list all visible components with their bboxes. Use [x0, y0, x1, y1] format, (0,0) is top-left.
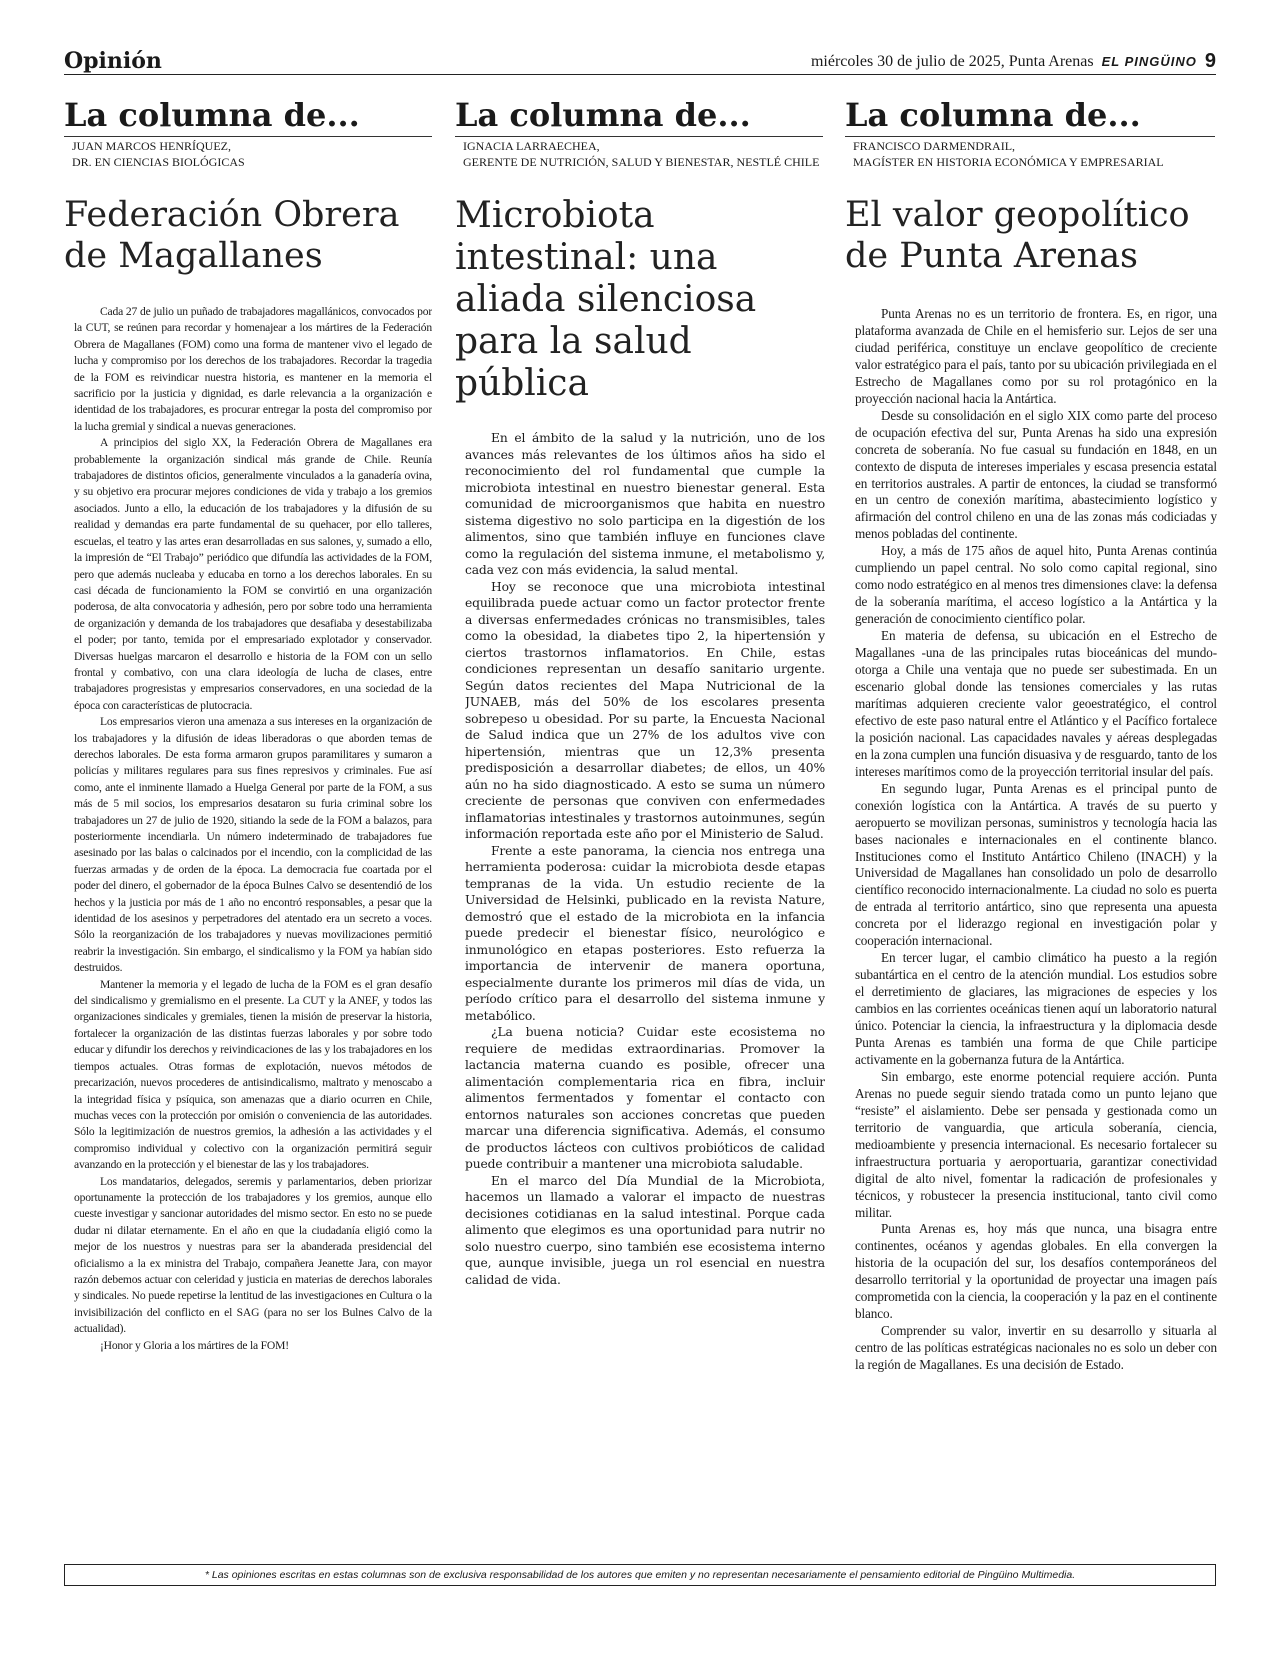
page-header: [64, 48, 1216, 75]
paragraph: Comprender su valor, invertir en su desarrollo y situarla al centro de las políticas estratégicas nacionales no es solo un deber con la región de Magallanes. Es una decisión de Estado.: [855, 1323, 1217, 1373]
paragraph: En el ámbito de la salud y la nutrición, uno de los avances más relevantes de los últimos años ha sido el reconocimiento del rol fundamental que cumple la microbiota intestinal en nuestro bienestar general. Esta comunidad de microorganismos que habita en nuestro sistema digestivo no solo participa en la digestión de los alimentos, sino que también influye en funciones clave como la regulación del sistema inmune, el metabolismo y, cada vez con más evidencia, la salud mental.: [465, 431, 825, 577]
dateline: miércoles 30 de julio de 2025, Punta Arenas: [810, 52, 1094, 70]
column-kicker: La columna de...: [455, 96, 823, 137]
paragraph: ¿La buena noticia? Cuidar este ecosistema no requiere de medidas extraordinarias. Promover la lactancia materna cuando es posible, ofrecer una alimentación complementaria rica en fibra, incluir alimentos fermentados y fomentar el contacto con entornos naturales son acciones concretas que pueden marcar una diferencia significativa. Además, el consumo de productos lácteos con cultivos probióticos de calidad puede contribuir a mantener una microbiota saludable.: [465, 1025, 825, 1171]
article-body: [74, 304, 432, 1354]
section-name: Opinión: [64, 48, 162, 74]
column-kicker: La columna de...: [845, 96, 1215, 137]
paragraph: Cada 27 de julio un puñado de trabajadores magallánicos, convocados por la CUT, se reúnen para recordar y homenajear a los mártires de la Federación Obrera de Magallanes (FOM) como una forma de mantener vivo el legado de lucha y compromiso por los derechos de los trabajadores. Recordar la tragedia de la FOM es reivindicar nuestra historia, es mantener en la memoria el sacrificio por la justicia y dignidad, es darle relevancia a la organización e identidad de los trabajadores, es procurar entregar la posta del compromiso por la lucha gremial y sindical a nuevas generaciones.: [74, 305, 432, 433]
paragraph: Hoy se reconoce que una microbiota intestinal equilibrada puede actuar como un factor protector frente a diversas enfermedades crónicas no transmisibles, tales como la obesidad, la diabetes tipo 2, la hipertensión y ciertos trastornos inflamatorios. En Chile, estas condiciones representan un desafío sanitario urgente. Según datos recientes del Mapa Nutricional de la JUNAEB, más del 50% de los escolares presenta sobrepeso u obesidad. Por su parte, la Encuesta Nacional de Salud indica que un 27% de los adultos vive con hipertensión, mientras que un 12,3% presenta predisposición a desarrollar diabetes; de ellos, un 40% aún no ha sido diagnosticado. A esto se suma un número creciente de personas que conviven con enfermedades inflamatorias intestinales y trastornos autoinmunes, según información reportada este año por el Ministerio de Salud.: [465, 579, 825, 841]
paragraph: A principios del siglo XX, la Federación Obrera de Magallanes era probablemente la organización sindical más grande de Chile. Reunía trabajadores de distintos oficios, generalmente vinculados a la ganadería ovina, y su objetivo era procurar mejores condiciones de vida y trabajo a los gremios asociados. Junto a ello, la educación de los trabajadores y la difusión de su realidad y demandas era parte fundamental de su quehacer, por ello talleres, escuelas, el teatro y las artes eran desarrolladas en sus salones, y, sumado a ello, la impresión de “El Trabajo” periódico que difundía las actividades de la FOM, pero que además nucleaba y educaba en torno a los derechos laborales. En su casi década de funcionamiento la FOM se convirtió en una organización poderosa, de alta convocatoria y adhesión, pero por sobre todo una herramienta de organización y demanda de los trabajadores que desafiaba y desestabilizaba el poder; por tanto, temida por el empresariado explotador y conservador. Diversas huelgas marcaron el desarrollo e historia de la FOM con un sello frontal y combativo, con una clara ideología de lucha de clases, entre trabajadores progresistas y empresarios conservadores, en una sociedad de la época con características de plutocracia.: [74, 436, 432, 712]
author-role: DR. EN CIENCIAS BIOLÓGICAS: [72, 155, 245, 169]
paragraph: En materia de defensa, su ubicación en el Estrecho de Magallanes -una de las principales rutas bioceánicas del mundo- otorga a Chile una ventaja que no puede ser subestimada. En un escenario global donde las tensiones comerciales y las rutas marítimas adquieren creciente valor geoestratégico, el control efectivo de este paso natural entre el Atlántico y el Pacífico fortalece la posición nacional. Las capacidades navales y aéreas desplegadas en la zona cumplen una función disuasiva y de resguardo, tanto de los intereses marítimos como de la proyección territorial insular del país.: [855, 628, 1217, 779]
paragraph: Frente a este panorama, la ciencia nos entrega una herramienta poderosa: cuidar la microbiota desde etapas tempranas de la vida. Un estudio reciente de la Universidad de Helsinki, publicado en la revista Nature, demostró que el estado de la microbiota en la infancia puede predecir el bienestar físico, neurológico e inmunológico en etapas posteriores. Esto refuerza la importancia de intervenir de manera oportuna, especialmente durante los primeros mil días de vida, un período crítico para el desarrollo del sistema inmune y metabólico.: [465, 843, 825, 1023]
author-name: FRANCISCO DARMENDRAIL,: [853, 139, 1016, 153]
article-title: El valor geopolítico de Punta Arenas: [845, 195, 1190, 276]
author-name: IGNACIA LARRAECHEA,: [463, 139, 600, 153]
paragraph: Los mandatarios, delegados, seremis y parlamentarios, deben priorizar oportunamente la protección de los trabajadores y los gremios, aunque ello cueste investigar y sancionar autoridades del mismo sector. En esto no se puede dudar ni dilatar eternamente. En el año en que la ciudadanía eligió como la mejor de los nuestros y nuestras para ser la abanderada presidencial del oficialismo a la ex ministra del Trabajo, compañera Jeanette Jara, con mayor razón debemos actuar con celeridad y justicia en materias de derechos laborales y sindicales. No puede repetirse la lentitud de las investigaciones en Cultura o la invisibilización del conflicto en el SAG (para no ser los Bulnes Calvo de la actualidad).: [74, 1174, 432, 1336]
paragraph: Punta Arenas es, hoy más que nunca, una bisagra entre continentes, océanos y agendas globales. En ella convergen la historia de la ocupación del sur, los desafíos contemporáneos del desarrollo territorial y la oportunidad de proyectar una imagen país comprometida con la ciencia, la cooperación y la paz en el continente blanco.: [855, 1221, 1217, 1322]
paragraph: En tercer lugar, el cambio climático ha puesto a la región subantártica en el centro de la atención mundial. Los estudios sobre el derretimiento de glaciares, las migraciones de especies y los cambios en las corrientes oceánicas tienen aquí un laboratorio natural único. Potenciar la ciencia, la infraestructura y la diplomacia desde Punta Arenas es también una forma de que Chile participe activamente en la gobernanza futura de la Antártica.: [855, 950, 1217, 1067]
article-body: [855, 306, 1217, 1374]
author-role: MAGÍSTER EN HISTORIA ECONÓMICA Y EMPRESARIAL: [853, 155, 1164, 169]
article-title: Federación Obrera de Magallanes: [64, 195, 400, 276]
article-title: Microbiota intestinal: una aliada silenciosa para la salud pública: [455, 195, 757, 404]
paragraph: En segundo lugar, Punta Arenas es el principal punto de conexión logística con la Antártica. A través de su puerto y aeropuerto se movilizan personas, suministros y tecnología hacia las bases nacionales e internacionales en el continente blanco. Instituciones como el Instituto Antártico Chileno (INACH) y la Universidad de Magallanes han consolidado un polo de desarrollo científico reconocido internacionalmente. La ciudad no solo es puerta de entrada al territorio antártico, sino que representa una apuesta concreta por el liderazgo regional en investigación polar y cooperación internacional.: [855, 780, 1217, 949]
paragraph: Mantener la memoria y el legado de lucha de la FOM es el gran desafío del sindicalismo y gremialismo en el presente. La CUT y la ANEF, y todos las organizaciones sindicales y gremiales, tienen la misión de preservar la historia, fortalecer la organización de las distintas fuerzas laborales y por sobre todo educar y difundir los derechos y reivindicaciones de las y los trabajadores en los tiempos actuales. Otras formas de explotación, nuevos métodos de precarización, nuevos procederes de antisindicalismo, maltrato y menoscabo a la integridad física y psíquica, son amenazas que a diario ocurren en Chile, muchas veces con la protección por omisión o conveniencia de las autoridades. Sólo la legitimización de nuestros gremios, la adhesión a las actividades y el compromiso individual y colectivo con la organización permitirá seguir avanzando en la protección y el bienestar de las y los trabajadores.: [74, 977, 432, 1172]
newspaper-logo: EL PINGÜINO: [1101, 54, 1197, 69]
disclaimer-box: * Las opiniones escritas en estas columnas son de exclusiva responsabilidad de los autores que emiten y no representan necesariamente el pensamiento editorial de Pingüino Multimedia.: [64, 1564, 1216, 1586]
column-kicker: La columna de...: [64, 96, 432, 137]
column-3: [845, 96, 1217, 1373]
paragraph: En el marco del Día Mundial de la Microbiota, hacemos un llamado a valorar el impacto de nuestras decisiones cotidianas en la salud intestinal. Porque cada alimento que elegimos es una oportunidad para nutrir no solo nuestro cuerpo, sino también ese ecosistema interno que, aunque invisible, juega un rol esencial en nuestra calidad de vida.: [465, 1173, 825, 1287]
column-1: [64, 96, 432, 1352]
header-right: [811, 50, 1216, 73]
paragraph: ¡Honor y Gloria a los mártires de la FOM!: [100, 1338, 289, 1352]
paragraph: Punta Arenas no es un territorio de frontera. Es, en rigor, una plataforma avanzada de Chile en el hemisferio sur. Lejos de ser una ciudad periférica, constituye un enclave geopolítico de creciente valor estratégico para el país, tanto por su ubicación privilegiada en el Estrecho de Magallanes como por su rol protagónico en la proyección nacional hacia la Antártica.: [855, 306, 1217, 406]
author-role: GERENTE DE NUTRICIÓN, SALUD Y BIENESTAR, NESTLÉ CHILE: [463, 155, 820, 169]
paragraph: Sin embargo, este enorme potencial requiere acción. Punta Arenas no puede seguir siendo tratada como un punto lejano que “resiste” el aislamiento. Debe ser pensada y gestionada como un territorio de vanguardia, que articula soberanía, ciencia, medioambiente y presencia internacional. Es necesario fortalecer su infraestructura portuaria y aeroportuaria, garantizar conectividad digital de alto nivel, fomentar la radicación de profesionales y técnicos, y robustecer la presencia institucional, tanto civil como militar.: [855, 1068, 1217, 1220]
article-body: [465, 430, 825, 1288]
paragraph: Desde su consolidación en el siglo XIX como parte del proceso de ocupación efectiva del sur, Punta Arenas ha sido una expresión concreta de soberanía. No fue casual su fundación en 1848, en un contexto de disputa de intereses imperiales y escasa presencia estatal en territorios australes. A partir de entonces, la ciudad se transformó en un centro de conexión marítima, abastecimiento logístico y afirmación del control chileno en una de las zonas más codiciadas y menos pobladas del continente.: [855, 407, 1217, 542]
paragraph: Hoy, a más de 175 años de aquel hito, Punta Arenas continúa cumpliendo un papel central. No solo como capital regional, sino como nodo estratégico en al menos tres dimensiones clave: la defensa de la soberanía marítima, el acceso logístico a la Antártica y la generación de conocimiento científico polar.: [855, 543, 1217, 627]
author-name: JUAN MARCOS HENRÍQUEZ,: [72, 139, 232, 153]
page-number: 9: [1204, 50, 1216, 72]
paragraph: Los empresarios vieron una amenaza a sus intereses en la organización de los trabajadores y la difusión de ideas liberadoras o que aborden temas de derechos laborales. De esta forma armaron grupos paramilitares y sumaron a policías y militares regulares para sus fines represivos y criminales. Fue así como, ante el inminente llamado a Huelga General por parte de la FOM, a sus más de 5 mil socios, los empresarios desataron su furia criminal sobre los trabajadores un 27 de julio de 1920, sitiando la sede de la FOM a balazos, para posteriormente incendiarla. Un número indeterminado de trabajadores fue asesinado por las balas o calcinados por el incendio, con la complicidad de las fuerzas armadas y de orden de la época. La democracia fue coartada por el poder del dinero, el gobernador de la época Bulnes Calvo se desentendió de los hechos y la justicia por más de 1 año no encontró responsables, a pesar que la identidad de los asesinos y perpetradores del atentado era un secreto a voces. Sólo la reorganización de los trabajadores y nuevas movilizaciones permitió reabrir la investigación. Sin embargo, el sindicalismo y la FOM ya habían sido destruidos.: [74, 715, 432, 975]
column-2: [455, 96, 825, 1287]
